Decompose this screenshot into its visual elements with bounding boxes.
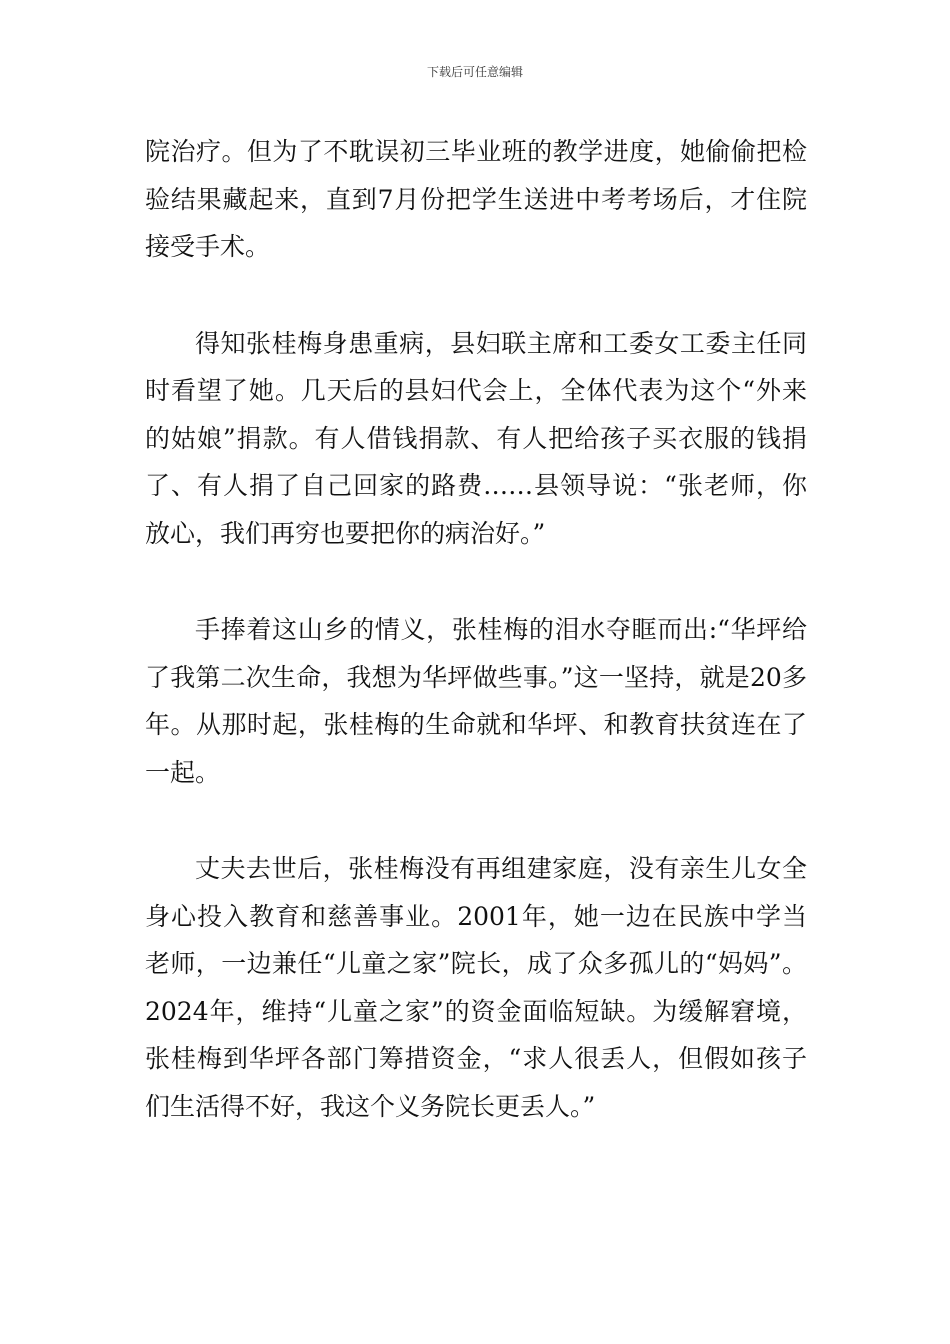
paragraph-3: 手捧着这山乡的情义，张桂梅的泪水夺眶而出:“华坪给了我第二次生命，我想为华坪做些事。”这一坚持，就是20多年。从那时起，张桂梅的生命就和华坪、和教育扶贫连在了一起。	[145, 615, 807, 787]
paragraph-spacer	[145, 557, 807, 606]
paragraph-4: 丈夫去世后，张桂梅没有再组建家庭，没有亲生儿女全身心投入教育和慈善事业。2001年，她一边在民族中学当老师，一边兼任“儿童之家”院长，成了众多孤儿的“妈妈”。2024年，维持“儿童之家”的资金面临短缺。为缓解窘境，张桂梅到华坪各部门筹措资金，“求人很丢人，但假如孩子们生活得不好，我这个义务院长更丢人。”	[145, 854, 807, 1121]
paragraph-2: 得知张桂梅身患重病，县妇联主席和工委女工委主任同时看望了她。几天后的县妇代会上，全体代表为这个“外来的姑娘”捐款。有人借钱捐款、有人把给孩子买衣服的钱捐了、有人捐了自己回家的路费……县领导说：“张老师，你放心，我们再穷也要把你的病治好。”	[145, 328, 807, 548]
page-header: 下载后可任意编辑	[426, 65, 523, 79]
paragraph-1: 院治疗。但为了不耽误初三毕业班的教学进度，她偷偷把检验结果藏起来，直到7月份把学生送进中考考场后，才住院接受手术。	[145, 137, 807, 261]
document-body	[145, 128, 807, 1130]
paragraph-spacer	[145, 271, 807, 320]
paragraph-spacer	[145, 796, 807, 845]
